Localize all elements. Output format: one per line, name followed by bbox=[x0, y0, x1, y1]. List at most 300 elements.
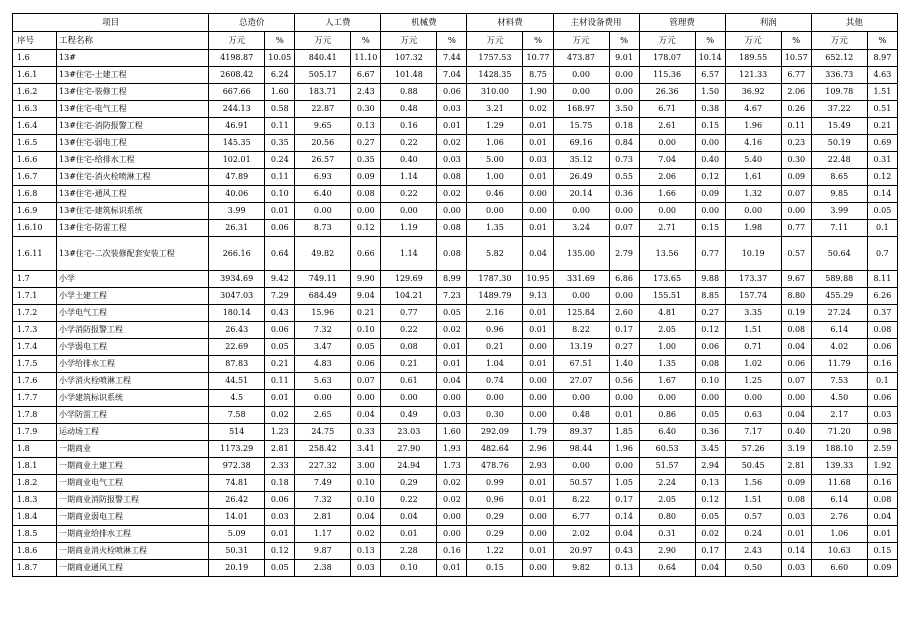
amount-cell: 0.77 bbox=[381, 305, 437, 322]
amount-cell: 121.33 bbox=[725, 67, 781, 84]
amount-cell: 1787.30 bbox=[467, 271, 523, 288]
group-header-profit: 利润 bbox=[725, 14, 811, 32]
table-row bbox=[13, 492, 898, 509]
amount-cell: 26.43 bbox=[209, 322, 265, 339]
amount-cell: 1173.29 bbox=[209, 441, 265, 458]
percent-cell: 2.79 bbox=[609, 237, 639, 271]
percent-cell: 0.27 bbox=[351, 135, 381, 152]
amount-cell: 4.81 bbox=[639, 305, 695, 322]
amount-cell: 51.57 bbox=[639, 458, 695, 475]
amount-cell: 0.00 bbox=[725, 203, 781, 220]
percent-cell: 0.10 bbox=[351, 322, 381, 339]
amount-cell: 1757.53 bbox=[467, 50, 523, 67]
percent-cell: 0.15 bbox=[695, 118, 725, 135]
percent-cell: 0.00 bbox=[351, 203, 381, 220]
percent-cell: 4.63 bbox=[867, 67, 897, 84]
amount-cell: 972.38 bbox=[209, 458, 265, 475]
percent-cell: 0.30 bbox=[781, 152, 811, 169]
percent-cell: 0.06 bbox=[351, 356, 381, 373]
amount-cell: 9.85 bbox=[811, 186, 867, 203]
percent-cell: 1.05 bbox=[609, 475, 639, 492]
percent-cell: 0.09 bbox=[781, 475, 811, 492]
amount-cell: 0.00 bbox=[725, 390, 781, 407]
amount-cell: 1.51 bbox=[725, 322, 781, 339]
amount-cell: 107.32 bbox=[381, 50, 437, 67]
percent-cell: 0.06 bbox=[437, 84, 467, 101]
percent-cell: 0.30 bbox=[351, 101, 381, 118]
percent-cell: 0.13 bbox=[609, 560, 639, 577]
amount-cell: 20.19 bbox=[209, 560, 265, 577]
percent-cell: 0.13 bbox=[351, 118, 381, 135]
percent-cell: 0.05 bbox=[265, 560, 295, 577]
percent-cell: 0.27 bbox=[695, 305, 725, 322]
amount-cell: 0.00 bbox=[639, 135, 695, 152]
percent-cell: 0.00 bbox=[523, 186, 553, 203]
row-name: 小学给排水工程 bbox=[57, 356, 209, 373]
percent-cell: 0.43 bbox=[609, 543, 639, 560]
table-row bbox=[13, 152, 898, 169]
amount-cell: 71.20 bbox=[811, 424, 867, 441]
percent-cell: 0.05 bbox=[265, 339, 295, 356]
percent-cell: 0.06 bbox=[265, 220, 295, 237]
row-seq: 1.8.7 bbox=[13, 560, 57, 577]
amount-cell: 0.22 bbox=[381, 186, 437, 203]
amount-cell: 6.77 bbox=[553, 509, 609, 526]
row-name: 13#住宅-土建工程 bbox=[57, 67, 209, 84]
amount-cell: 227.32 bbox=[295, 458, 351, 475]
row-name: 13#住宅-消防报警工程 bbox=[57, 118, 209, 135]
percent-cell: 0.01 bbox=[523, 118, 553, 135]
amount-cell: 0.00 bbox=[553, 84, 609, 101]
amount-cell: 0.99 bbox=[467, 475, 523, 492]
percent-cell: 0.01 bbox=[265, 526, 295, 543]
amount-cell: 129.69 bbox=[381, 271, 437, 288]
amount-cell: 0.29 bbox=[467, 526, 523, 543]
row-name: 运动场工程 bbox=[57, 424, 209, 441]
amount-cell: 1.96 bbox=[725, 118, 781, 135]
amount-cell: 1.22 bbox=[467, 543, 523, 560]
amount-cell: 168.97 bbox=[553, 101, 609, 118]
amount-cell: 109.78 bbox=[811, 84, 867, 101]
percent-cell: 1.96 bbox=[609, 441, 639, 458]
amount-cell: 0.57 bbox=[725, 509, 781, 526]
row-seq: 1.6.9 bbox=[13, 203, 57, 220]
percent-cell: 2.43 bbox=[351, 84, 381, 101]
row-name: 一期商业土建工程 bbox=[57, 458, 209, 475]
amount-cell: 4.16 bbox=[725, 135, 781, 152]
row-name: 13#住宅-给排水工程 bbox=[57, 152, 209, 169]
percent-cell: 1.92 bbox=[867, 458, 897, 475]
percent-cell: 9.90 bbox=[351, 271, 381, 288]
amount-cell: 2.81 bbox=[295, 509, 351, 526]
percent-cell: 9.01 bbox=[609, 50, 639, 67]
percent-cell: 0.00 bbox=[781, 203, 811, 220]
percent-cell: 0.15 bbox=[695, 220, 725, 237]
percent-cell: 2.33 bbox=[265, 458, 295, 475]
percent-cell: 0.05 bbox=[695, 407, 725, 424]
percent-cell: 0.13 bbox=[351, 543, 381, 560]
unit-pct-header: % bbox=[867, 32, 897, 50]
amount-cell: 0.48 bbox=[553, 407, 609, 424]
amount-cell: 8.22 bbox=[553, 492, 609, 509]
percent-cell: 0.07 bbox=[351, 373, 381, 390]
percent-cell: 6.26 bbox=[867, 288, 897, 305]
row-name: 13#住宅-通风工程 bbox=[57, 186, 209, 203]
amount-cell: 840.41 bbox=[295, 50, 351, 67]
percent-cell: 0.00 bbox=[523, 390, 553, 407]
amount-cell: 1.17 bbox=[295, 526, 351, 543]
table-row bbox=[13, 424, 898, 441]
amount-cell: 478.76 bbox=[467, 458, 523, 475]
percent-cell: 0.17 bbox=[609, 322, 639, 339]
amount-cell: 69.16 bbox=[553, 135, 609, 152]
table-row bbox=[13, 458, 898, 475]
amount-cell: 6.60 bbox=[811, 560, 867, 577]
unit-wan-header: 万元 bbox=[639, 32, 695, 50]
amount-cell: 9.82 bbox=[553, 560, 609, 577]
amount-cell: 0.04 bbox=[381, 509, 437, 526]
amount-cell: 1.29 bbox=[467, 118, 523, 135]
percent-cell: 0.00 bbox=[523, 509, 553, 526]
amount-cell: 0.22 bbox=[381, 135, 437, 152]
percent-cell: 0.02 bbox=[351, 526, 381, 543]
amount-cell: 0.31 bbox=[639, 526, 695, 543]
table-row bbox=[13, 322, 898, 339]
amount-cell: 102.01 bbox=[209, 152, 265, 169]
percent-cell: 0.04 bbox=[695, 560, 725, 577]
percent-cell: 0.06 bbox=[265, 492, 295, 509]
percent-cell: 6.67 bbox=[351, 67, 381, 84]
percent-cell: 0.21 bbox=[351, 305, 381, 322]
amount-cell: 20.56 bbox=[295, 135, 351, 152]
percent-cell: 0.66 bbox=[351, 237, 381, 271]
row-name: 13#住宅-电气工程 bbox=[57, 101, 209, 118]
amount-cell: 2.43 bbox=[725, 543, 781, 560]
percent-cell: 0.01 bbox=[437, 118, 467, 135]
group-header-materials: 材料费 bbox=[467, 14, 553, 32]
amount-cell: 14.01 bbox=[209, 509, 265, 526]
amount-cell: 0.00 bbox=[639, 390, 695, 407]
amount-cell: 67.51 bbox=[553, 356, 609, 373]
row-name: 小学消火栓喷淋工程 bbox=[57, 373, 209, 390]
amount-cell: 0.00 bbox=[467, 390, 523, 407]
percent-cell: 1.90 bbox=[523, 84, 553, 101]
amount-cell: 155.51 bbox=[639, 288, 695, 305]
amount-cell: 0.00 bbox=[553, 288, 609, 305]
amount-cell: 4.5 bbox=[209, 390, 265, 407]
percent-cell: 6.57 bbox=[695, 67, 725, 84]
amount-cell: 1.51 bbox=[725, 492, 781, 509]
amount-cell: 0.00 bbox=[381, 203, 437, 220]
percent-cell: 0.56 bbox=[609, 373, 639, 390]
percent-cell: 1.60 bbox=[265, 84, 295, 101]
percent-cell: 10.77 bbox=[523, 50, 553, 67]
row-name: 小学消防报警工程 bbox=[57, 322, 209, 339]
percent-cell: 0.00 bbox=[351, 390, 381, 407]
percent-cell: 0.19 bbox=[781, 305, 811, 322]
amount-cell: 2.71 bbox=[639, 220, 695, 237]
percent-cell: 0.08 bbox=[351, 186, 381, 203]
row-seq: 1.6.7 bbox=[13, 169, 57, 186]
percent-cell: 0.01 bbox=[265, 203, 295, 220]
amount-cell: 2.24 bbox=[639, 475, 695, 492]
row-seq: 1.8.6 bbox=[13, 543, 57, 560]
amount-cell: 0.08 bbox=[381, 339, 437, 356]
row-seq: 1.7.8 bbox=[13, 407, 57, 424]
percent-cell: 0.04 bbox=[351, 509, 381, 526]
percent-cell: 0.07 bbox=[609, 220, 639, 237]
amount-cell: 1.32 bbox=[725, 186, 781, 203]
amount-cell: 0.71 bbox=[725, 339, 781, 356]
row-seq: 1.6.8 bbox=[13, 186, 57, 203]
amount-cell: 1.14 bbox=[381, 169, 437, 186]
amount-cell: 183.71 bbox=[295, 84, 351, 101]
amount-cell: 101.48 bbox=[381, 67, 437, 84]
amount-cell: 0.00 bbox=[381, 390, 437, 407]
percent-cell: 0.02 bbox=[437, 186, 467, 203]
row-seq: 1.6.1 bbox=[13, 67, 57, 84]
amount-cell: 652.12 bbox=[811, 50, 867, 67]
percent-cell: 0.08 bbox=[867, 322, 897, 339]
amount-cell: 8.73 bbox=[295, 220, 351, 237]
percent-cell: 0.08 bbox=[867, 492, 897, 509]
percent-cell: 0.03 bbox=[523, 152, 553, 169]
percent-cell: 0.00 bbox=[695, 390, 725, 407]
percent-cell: 0.38 bbox=[695, 101, 725, 118]
amount-cell: 115.36 bbox=[639, 67, 695, 84]
percent-cell: 7.04 bbox=[437, 67, 467, 84]
table-row bbox=[13, 373, 898, 390]
amount-cell: 0.00 bbox=[553, 67, 609, 84]
row-name: 小学电气工程 bbox=[57, 305, 209, 322]
percent-cell: 0.14 bbox=[781, 543, 811, 560]
percent-cell: 0.37 bbox=[867, 305, 897, 322]
row-name: 一期商业消火栓喷淋工程 bbox=[57, 543, 209, 560]
percent-cell: 7.44 bbox=[437, 50, 467, 67]
amount-cell: 1.67 bbox=[639, 373, 695, 390]
percent-cell: 7.29 bbox=[265, 288, 295, 305]
amount-cell: 0.00 bbox=[639, 203, 695, 220]
percent-cell: 0.05 bbox=[867, 203, 897, 220]
amount-cell: 11.79 bbox=[811, 356, 867, 373]
amount-cell: 13.19 bbox=[553, 339, 609, 356]
amount-cell: 7.04 bbox=[639, 152, 695, 169]
amount-cell: 22.87 bbox=[295, 101, 351, 118]
amount-cell: 1489.79 bbox=[467, 288, 523, 305]
percent-cell: 8.85 bbox=[695, 288, 725, 305]
amount-cell: 24.75 bbox=[295, 424, 351, 441]
amount-cell: 0.80 bbox=[639, 509, 695, 526]
table-row bbox=[13, 441, 898, 458]
amount-cell: 24.94 bbox=[381, 458, 437, 475]
percent-cell: 0.26 bbox=[781, 101, 811, 118]
amount-cell: 60.53 bbox=[639, 441, 695, 458]
amount-cell: 6.14 bbox=[811, 322, 867, 339]
row-seq: 1.6.11 bbox=[13, 237, 57, 271]
percent-cell: 0.23 bbox=[781, 135, 811, 152]
table-row bbox=[13, 118, 898, 135]
percent-cell: 0.12 bbox=[265, 543, 295, 560]
percent-cell: 1.93 bbox=[437, 441, 467, 458]
amount-cell: 3047.03 bbox=[209, 288, 265, 305]
amount-cell: 1.04 bbox=[467, 356, 523, 373]
amount-cell: 0.21 bbox=[381, 356, 437, 373]
percent-cell: 0.01 bbox=[523, 220, 553, 237]
percent-cell: 0.03 bbox=[437, 152, 467, 169]
group-header-machinery: 机械费 bbox=[381, 14, 467, 32]
percent-cell: 0.09 bbox=[867, 560, 897, 577]
percent-cell: 0.00 bbox=[523, 339, 553, 356]
amount-cell: 87.83 bbox=[209, 356, 265, 373]
percent-cell: 0.55 bbox=[609, 169, 639, 186]
amount-cell: 9.65 bbox=[295, 118, 351, 135]
table-row bbox=[13, 169, 898, 186]
percent-cell: 8.99 bbox=[437, 271, 467, 288]
amount-cell: 5.00 bbox=[467, 152, 523, 169]
row-seq: 1.6.5 bbox=[13, 135, 57, 152]
percent-cell: 0.03 bbox=[437, 407, 467, 424]
percent-cell: 0.12 bbox=[695, 322, 725, 339]
amount-cell: 26.49 bbox=[553, 169, 609, 186]
percent-cell: 0.11 bbox=[265, 169, 295, 186]
row-name: 13#住宅-建筑标识系统 bbox=[57, 203, 209, 220]
percent-cell: 7.23 bbox=[437, 288, 467, 305]
amount-cell: 7.17 bbox=[725, 424, 781, 441]
percent-cell: 0.69 bbox=[867, 135, 897, 152]
amount-cell: 46.91 bbox=[209, 118, 265, 135]
percent-cell: 0.08 bbox=[695, 356, 725, 373]
table-row bbox=[13, 526, 898, 543]
amount-cell: 473.87 bbox=[553, 50, 609, 67]
percent-cell: 0.04 bbox=[609, 526, 639, 543]
percent-cell: 0.00 bbox=[609, 84, 639, 101]
amount-cell: 7.32 bbox=[295, 322, 351, 339]
percent-cell: 0.06 bbox=[867, 390, 897, 407]
amount-cell: 50.57 bbox=[553, 475, 609, 492]
amount-cell: 0.96 bbox=[467, 492, 523, 509]
percent-cell: 0.02 bbox=[437, 135, 467, 152]
amount-cell: 0.50 bbox=[725, 560, 781, 577]
percent-cell: 0.33 bbox=[351, 424, 381, 441]
amount-cell: 2.05 bbox=[639, 322, 695, 339]
row-name: 小学土建工程 bbox=[57, 288, 209, 305]
table-row bbox=[13, 135, 898, 152]
amount-cell: 3.99 bbox=[811, 203, 867, 220]
row-name: 小学弱电工程 bbox=[57, 339, 209, 356]
percent-cell: 0.01 bbox=[867, 526, 897, 543]
table-row bbox=[13, 67, 898, 84]
row-name: 一期商业 bbox=[57, 441, 209, 458]
percent-cell: 0.12 bbox=[695, 169, 725, 186]
percent-cell: 0.12 bbox=[867, 169, 897, 186]
unit-wan-header: 万元 bbox=[467, 32, 523, 50]
percent-cell: 1.23 bbox=[265, 424, 295, 441]
percent-cell: 0.10 bbox=[351, 492, 381, 509]
percent-cell: 0.36 bbox=[695, 424, 725, 441]
row-seq: 1.8.1 bbox=[13, 458, 57, 475]
amount-cell: 145.35 bbox=[209, 135, 265, 152]
percent-cell: 0.03 bbox=[351, 560, 381, 577]
percent-cell: 11.10 bbox=[351, 50, 381, 67]
amount-cell: 50.64 bbox=[811, 237, 867, 271]
row-seq: 1.8.4 bbox=[13, 509, 57, 526]
amount-cell: 0.15 bbox=[467, 560, 523, 577]
percent-cell: 0.09 bbox=[781, 169, 811, 186]
table-row bbox=[13, 50, 898, 67]
percent-cell: 0.1 bbox=[867, 373, 897, 390]
row-name: 一期商业电气工程 bbox=[57, 475, 209, 492]
unit-wan-header: 万元 bbox=[209, 32, 265, 50]
percent-cell: 0.01 bbox=[523, 492, 553, 509]
percent-cell: 10.95 bbox=[523, 271, 553, 288]
percent-cell: 0.00 bbox=[609, 203, 639, 220]
amount-cell: 5.82 bbox=[467, 237, 523, 271]
percent-cell: 0.01 bbox=[437, 339, 467, 356]
table-row bbox=[13, 356, 898, 373]
percent-cell: 0.27 bbox=[609, 339, 639, 356]
amount-cell: 23.03 bbox=[381, 424, 437, 441]
percent-cell: 0.01 bbox=[523, 135, 553, 152]
amount-cell: 3.21 bbox=[467, 101, 523, 118]
percent-cell: 0.06 bbox=[781, 356, 811, 373]
percent-cell: 0.00 bbox=[609, 288, 639, 305]
percent-cell: 0.08 bbox=[437, 220, 467, 237]
percent-cell: 0.73 bbox=[609, 152, 639, 169]
table-row bbox=[13, 560, 898, 577]
amount-cell: 1.25 bbox=[725, 373, 781, 390]
amount-cell: 2.05 bbox=[639, 492, 695, 509]
percent-cell: 3.45 bbox=[695, 441, 725, 458]
percent-cell: 8.80 bbox=[781, 288, 811, 305]
amount-cell: 514 bbox=[209, 424, 265, 441]
percent-cell: 9.67 bbox=[781, 271, 811, 288]
amount-cell: 5.40 bbox=[725, 152, 781, 169]
percent-cell: 1.50 bbox=[695, 84, 725, 101]
percent-cell: 0.16 bbox=[437, 543, 467, 560]
percent-cell: 0.05 bbox=[437, 305, 467, 322]
row-name: 一期商业通风工程 bbox=[57, 560, 209, 577]
percent-cell: 0.7 bbox=[867, 237, 897, 271]
amount-cell: 266.16 bbox=[209, 237, 265, 271]
table-row bbox=[13, 220, 898, 237]
percent-cell: 0.08 bbox=[437, 237, 467, 271]
percent-cell: 0.01 bbox=[523, 322, 553, 339]
percent-cell: 0.58 bbox=[265, 101, 295, 118]
amount-cell: 0.96 bbox=[467, 322, 523, 339]
unit-wan-header: 万元 bbox=[553, 32, 609, 50]
table-row bbox=[13, 543, 898, 560]
amount-cell: 331.69 bbox=[553, 271, 609, 288]
unit-wan-header: 万元 bbox=[381, 32, 437, 50]
unit-wan-header: 万元 bbox=[811, 32, 867, 50]
percent-cell: 0.01 bbox=[437, 560, 467, 577]
row-seq: 1.7.2 bbox=[13, 305, 57, 322]
percent-cell: 2.93 bbox=[523, 458, 553, 475]
percent-cell: 0.03 bbox=[437, 101, 467, 118]
row-seq: 1.6.10 bbox=[13, 220, 57, 237]
amount-cell: 26.36 bbox=[639, 84, 695, 101]
amount-cell: 0.29 bbox=[467, 509, 523, 526]
row-seq: 1.7.3 bbox=[13, 322, 57, 339]
amount-cell: 15.75 bbox=[553, 118, 609, 135]
percent-cell: 0.24 bbox=[265, 152, 295, 169]
table-body bbox=[13, 50, 898, 577]
percent-cell: 0.09 bbox=[351, 169, 381, 186]
amount-cell: 0.21 bbox=[467, 339, 523, 356]
amount-cell: 104.21 bbox=[381, 288, 437, 305]
amount-cell: 749.11 bbox=[295, 271, 351, 288]
row-name: 一期商业给排水工程 bbox=[57, 526, 209, 543]
